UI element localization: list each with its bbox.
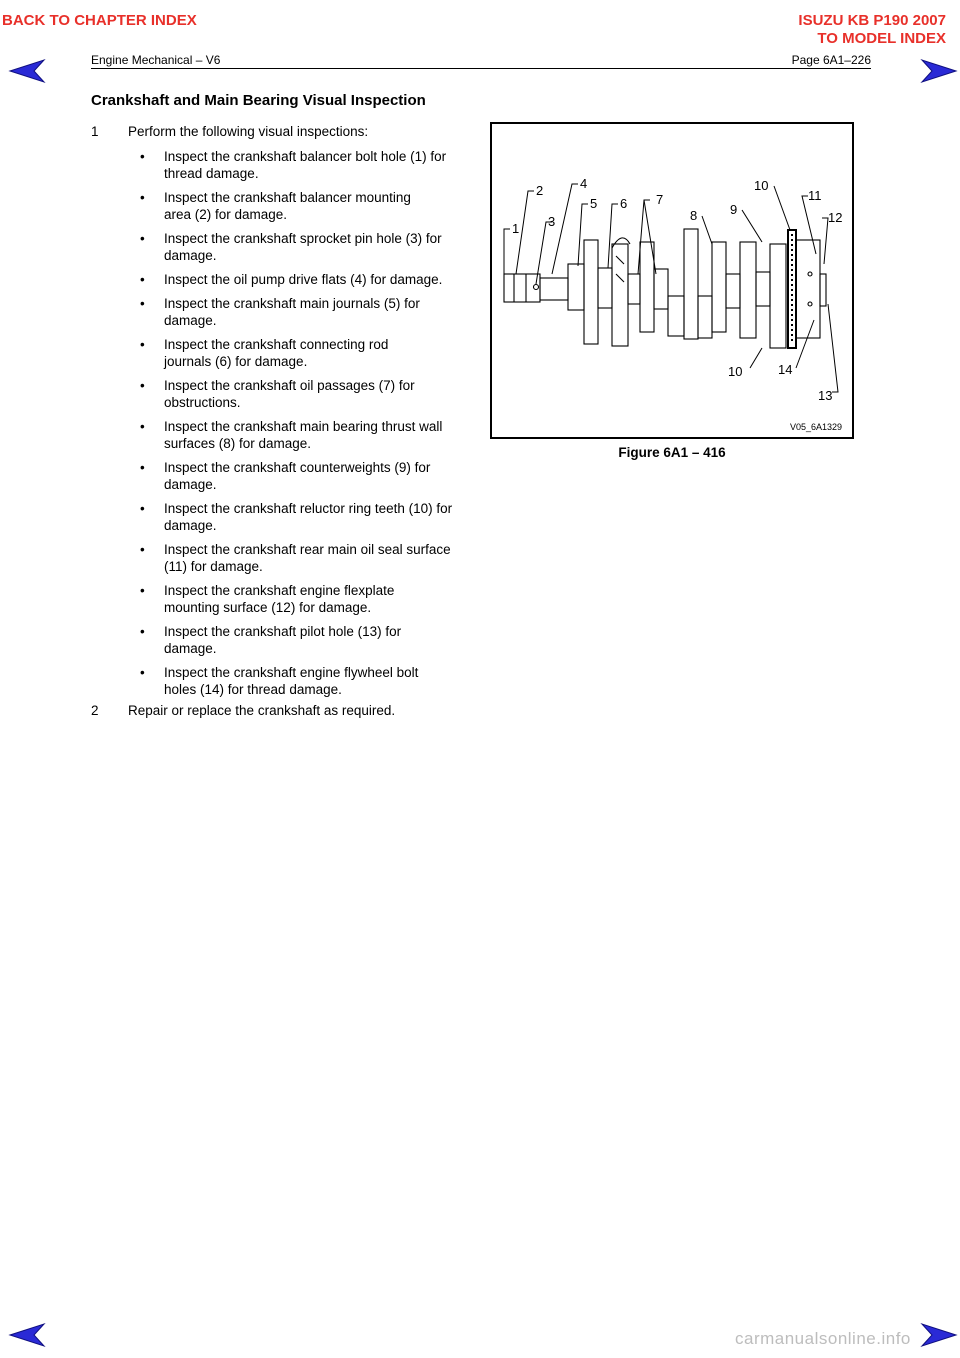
inspection-item (91, 230, 486, 266)
inspection-item (91, 582, 486, 618)
crank-nose (504, 274, 540, 302)
step-number: 2 (91, 703, 99, 718)
back-to-chapter-index-link[interactable]: BACK TO CHAPTER INDEX (2, 12, 197, 29)
next-page-arrow-icon[interactable] (920, 58, 958, 84)
crankshaft-illustration (492, 124, 852, 437)
inspection-item-line: Inspect the crankshaft oil passages (7) for (164, 378, 415, 393)
bullet-icon: • (140, 583, 145, 598)
inspection-item-line: damage. (164, 641, 217, 656)
inspection-item (91, 377, 486, 413)
bullet-icon: • (140, 149, 145, 164)
bullet-icon: • (140, 665, 145, 680)
inspection-item (91, 295, 486, 331)
inspection-item (91, 664, 486, 700)
bullet-icon: • (140, 337, 145, 352)
bullet-icon: • (140, 296, 145, 311)
inspection-item-line: mounting surface (12) for damage. (164, 600, 372, 615)
to-model-index-link[interactable]: TO MODEL INDEX (817, 30, 946, 47)
inspection-item-line: journals (6) for damage. (164, 354, 308, 369)
step-number: 1 (91, 124, 99, 139)
inspection-item-line: holes (14) for thread damage. (164, 682, 342, 697)
callout-label: 9 (730, 202, 738, 217)
header-section: Engine Mechanical – V6 (91, 53, 221, 67)
bullet-icon: • (140, 501, 145, 516)
callout-label: 12 (828, 210, 843, 225)
step-text: Repair or replace the crankshaft as required. (128, 703, 396, 718)
inspection-item (91, 148, 486, 184)
inspection-item-line: Inspect the crankshaft pilot hole (13) for (164, 624, 402, 639)
bullet-icon: • (140, 378, 145, 393)
inspection-item (91, 336, 486, 372)
page-title: Crankshaft and Main Bearing Visual Inspection (91, 92, 426, 109)
bullet-icon: • (140, 624, 145, 639)
inspection-item-line: Inspect the crankshaft reluctor ring teeth (10) for (164, 501, 453, 516)
inspection-item-line: Inspect the crankshaft balancer bolt hole (1) for (164, 149, 447, 164)
inspection-item-line: damage. (164, 313, 217, 328)
callout-label: 5 (590, 196, 598, 211)
inspection-item (91, 623, 486, 659)
callout-label: 8 (690, 208, 698, 223)
bullet-icon: • (140, 460, 145, 475)
inspection-item (91, 418, 486, 454)
callout-label: 13 (818, 388, 833, 403)
inspection-item-line: Inspect the crankshaft main journals (5) for (164, 296, 420, 311)
callout-label: 10 (728, 364, 743, 379)
figure-code: V05_6A1329 (790, 422, 843, 432)
crankshaft-figure (490, 122, 854, 439)
inspection-item-line: damage. (164, 477, 217, 492)
inspection-item (91, 189, 486, 225)
step-text: Perform the following visual inspections: (128, 124, 369, 139)
callout-label: 10 (754, 178, 769, 193)
watermark: carmanualsonline.info (735, 1329, 911, 1348)
callout-label: 7 (656, 192, 664, 207)
callout-label: 11 (808, 188, 822, 203)
inspection-item-line: surfaces (8) for damage. (164, 436, 312, 451)
bullet-icon: • (140, 272, 145, 287)
callout-label: 4 (580, 176, 588, 191)
inspection-item-line: damage. (164, 518, 217, 533)
callout-label: 3 (548, 214, 556, 229)
inspection-item (91, 541, 486, 577)
figure-caption: Figure 6A1 – 416 (618, 445, 726, 460)
callout-label: 2 (536, 183, 544, 198)
inspection-item-line: (11) for damage. (164, 559, 263, 574)
previous-page-arrow-icon[interactable] (8, 58, 46, 84)
inspection-item-line: Inspect the crankshaft rear main oil seal surface (164, 542, 451, 557)
inspection-item (91, 459, 486, 495)
bullet-icon: • (140, 190, 145, 205)
inspection-item (91, 500, 486, 536)
header-page-number: Page 6A1–226 (791, 53, 871, 67)
bullet-icon: • (140, 419, 145, 434)
model-title-link[interactable]: ISUZU KB P190 2007 (798, 12, 946, 29)
bullet-icon: • (140, 542, 145, 557)
next-page-arrow-icon[interactable] (920, 1322, 958, 1348)
inspection-item-line: obstructions. (164, 395, 241, 410)
inspection-item-line: Inspect the crankshaft main bearing thrust wall (164, 419, 443, 434)
inspection-item-line: Inspect the crankshaft engine flexplate (164, 583, 395, 598)
inspection-item-line: damage. (164, 248, 217, 263)
callout-label: 14 (778, 362, 793, 377)
inspection-item-line: Inspect the oil pump drive flats (4) for damage. (164, 272, 443, 287)
callout-label: 1 (512, 221, 520, 236)
inspection-item-line: thread damage. (164, 166, 259, 181)
inspection-item-line: Inspect the crankshaft counterweights (9) for (164, 460, 431, 475)
callout-label: 6 (620, 196, 628, 211)
inspection-item-line: Inspect the crankshaft engine flywheel bolt (164, 665, 419, 680)
inspection-item-line: Inspect the crankshaft balancer mounting (164, 190, 411, 205)
header-rule (91, 68, 871, 69)
inspection-item-line: Inspect the crankshaft connecting rod (164, 337, 389, 352)
bullet-icon: • (140, 231, 145, 246)
previous-page-arrow-icon[interactable] (8, 1322, 46, 1348)
inspection-item-line: Inspect the crankshaft sprocket pin hole (3) for (164, 231, 442, 246)
inspection-item-line: area (2) for damage. (164, 207, 288, 222)
